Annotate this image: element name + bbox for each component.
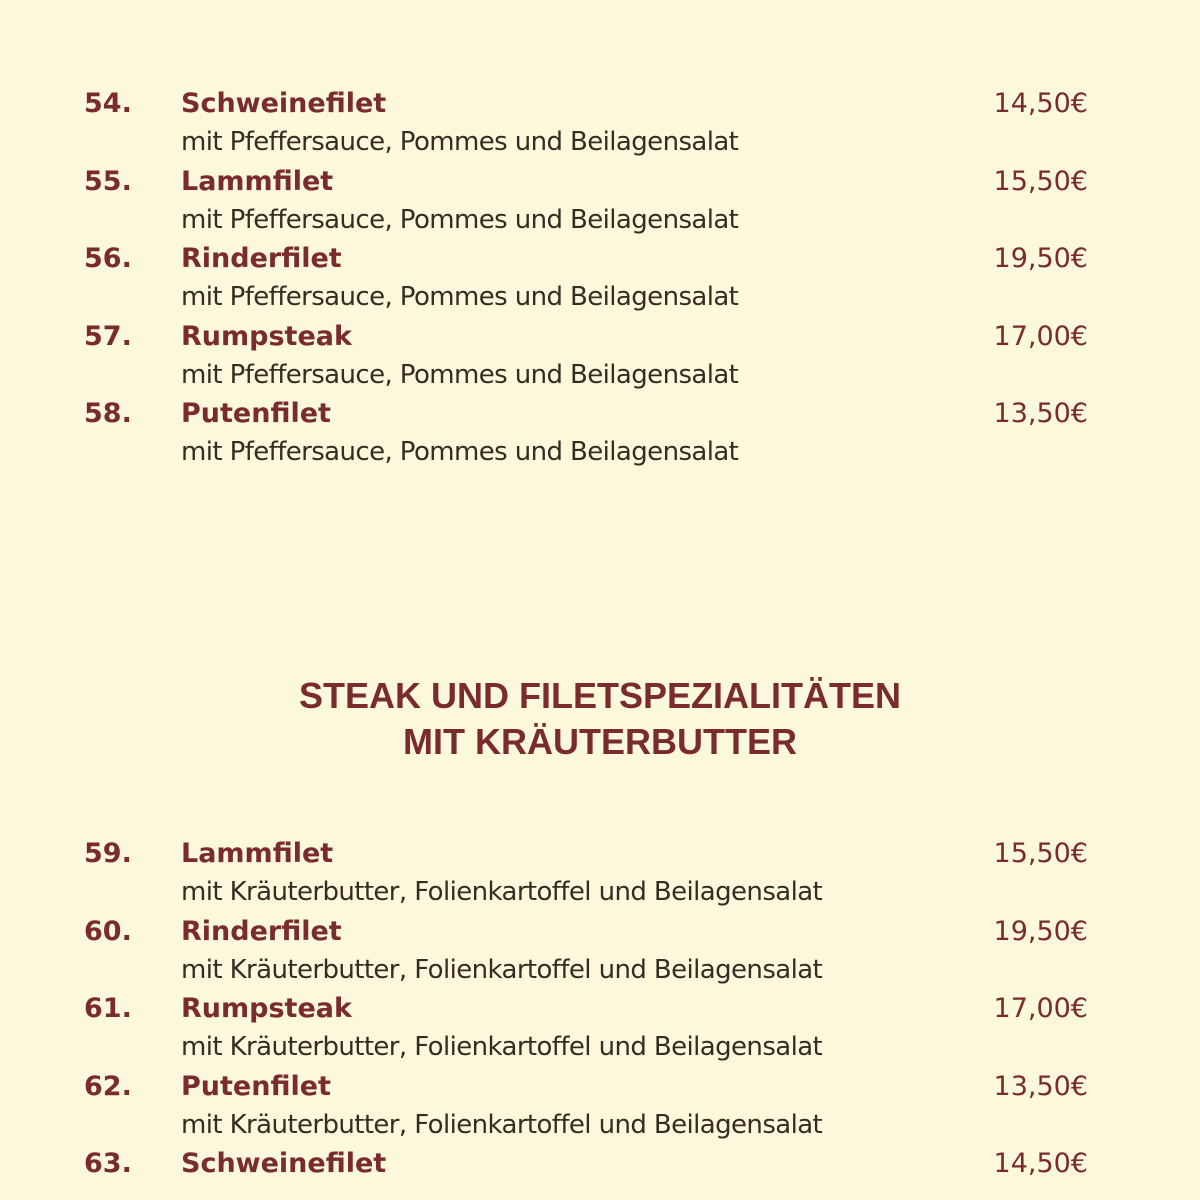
- menu-item: [0, 991, 1200, 1069]
- item-description: mit Pfeffersauce, Pommes und Beilagensalat: [181, 282, 739, 312]
- item-number: 56.: [84, 243, 132, 274]
- item-description: mit Pfeffersauce, Pommes und Beilagensalat: [181, 204, 739, 235]
- item-number: 59.: [84, 838, 132, 869]
- item-description: mit Kräuterbutter, Folienkartoffel und Beilagensalat: [181, 1109, 823, 1140]
- item-name: Rumpsteak: [181, 993, 352, 1024]
- item-price: 14,50€: [993, 1148, 1088, 1179]
- item-name: Lammfilet: [181, 165, 334, 197]
- item-name: Rumpsteak: [181, 320, 352, 352]
- item-number: 55.: [84, 165, 132, 197]
- item-description: mit Kräuterbutter, Folienkartoffel und Beilagensalat: [181, 877, 823, 907]
- item-price: 13,50€: [993, 1070, 1088, 1102]
- section-title-line: STEAK UND FILETSPEZIALITÄTEN: [299, 674, 901, 716]
- item-name: Lammfilet: [181, 838, 334, 869]
- item-price: 17,00€: [993, 993, 1088, 1024]
- item-number: 61.: [84, 993, 132, 1024]
- item-number: 57.: [84, 320, 132, 352]
- item-price: 17,00€: [993, 320, 1088, 352]
- menu-item: [0, 86, 1200, 164]
- item-description: mit Pfeffersauce, Pommes und Beilagensalat: [181, 359, 739, 390]
- menu-item: [0, 241, 1200, 319]
- menu-item: [0, 1069, 1200, 1147]
- item-name: Rinderfilet: [181, 915, 342, 947]
- menu-item: [0, 914, 1200, 992]
- item-description: mit Kräuterbutter, Folienkartoffel und Beilagensalat: [181, 1032, 823, 1062]
- menu-item: [0, 836, 1200, 914]
- item-description: mit Pfeffersauce, Pommes und Beilagensalat: [181, 437, 739, 467]
- menu-item: [0, 164, 1200, 242]
- item-price: 14,50€: [993, 88, 1088, 119]
- item-name: Putenfilet: [181, 1070, 331, 1102]
- item-price: 13,50€: [993, 398, 1088, 429]
- menu-item: [0, 1146, 1200, 1200]
- item-name: Schweinefilet: [181, 1148, 387, 1179]
- item-number: 54.: [84, 88, 132, 119]
- menu-item: [0, 319, 1200, 397]
- item-description: mit Pfeffersauce, Pommes und Beilagensalat: [181, 127, 739, 157]
- item-price: 19,50€: [993, 243, 1088, 274]
- item-name: Rinderfilet: [181, 243, 342, 274]
- item-name: Schweinefilet: [181, 88, 387, 119]
- item-number: 63.: [84, 1148, 132, 1179]
- item-number: 58.: [84, 398, 132, 429]
- menu-list-kraeuterbutter: [0, 836, 1200, 1200]
- menu-item: [0, 396, 1200, 474]
- item-number: 60.: [84, 915, 132, 947]
- item-name: Putenfilet: [181, 398, 331, 429]
- item-number: 62.: [84, 1070, 132, 1102]
- section-title: [0, 673, 1200, 765]
- item-price: 15,50€: [993, 838, 1088, 869]
- item-description: mit Kräuterbutter, Folienkartoffel und Beilagensalat: [181, 954, 823, 985]
- section-title-line: MIT KRÄUTERBUTTER: [403, 720, 797, 762]
- item-price: 19,50€: [993, 915, 1088, 947]
- item-price: 15,50€: [993, 165, 1088, 197]
- menu-list-pfeffersauce: [0, 86, 1200, 474]
